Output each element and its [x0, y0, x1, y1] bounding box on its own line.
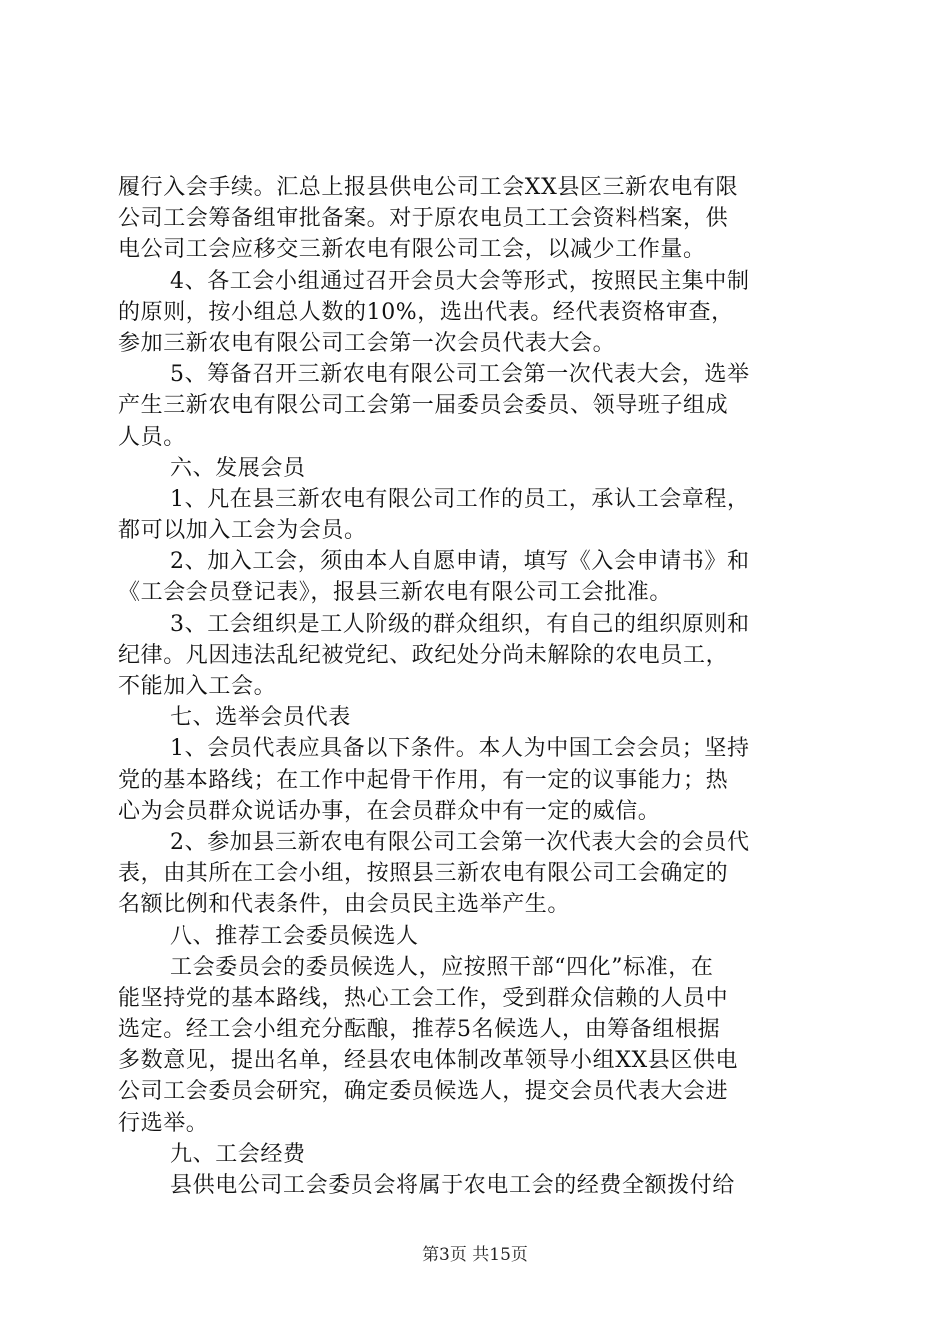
- page-footer: [0, 1244, 950, 1266]
- text-line: 公司工会筹备组审批备案。对于原农电员工工会资料档案，供: [118, 206, 729, 232]
- text-line: 六、发展会员: [170, 455, 306, 481]
- text-line: 电公司工会应移交三新农电有限公司工会，以减少工作量。: [118, 237, 706, 263]
- text-line: 名额比例和代表条件，由会员民主选举产生。: [118, 892, 571, 918]
- text-line: 不能加入工会。: [118, 674, 277, 699]
- text-line: 选定。经工会小组充分酝酿，推荐5名候选人，由筹备组根据: [118, 1017, 721, 1043]
- text-line: 1、会员代表应具备以下条件。本人为中国工会会员；坚持: [170, 736, 750, 762]
- text-line: 工会委员会的委员候选人，应按照干部“四化”标准，在: [170, 954, 714, 980]
- text-line: 履行入会手续。汇总上报县供电公司工会XX县区三新农电有限: [118, 175, 739, 200]
- document-body: [118, 172, 834, 1201]
- text-line: 2、加入工会，须由本人自愿申请，填写《入会申请书》和: [170, 549, 750, 575]
- text-line: 多数意见，提出名单，经县农电体制改革领导小组XX县区供电: [118, 1048, 739, 1074]
- text-line: 1、凡在县三新农电有限公司工作的员工，承认工会章程，: [170, 486, 750, 512]
- text-line: 参加三新农电有限公司工会第一次会员代表大会。: [118, 330, 616, 356]
- text-line: 都可以加入工会为会员。: [118, 518, 367, 544]
- text-line: 产生三新农电有限公司工会第一届委员会委员、领导班子组成: [118, 393, 729, 419]
- text-line: 能坚持党的基本路线，热心工会工作，受到群众信赖的人员中: [118, 985, 729, 1011]
- text-line: 七、选举会员代表: [170, 705, 351, 731]
- text-line: 九、工会经费: [170, 1141, 306, 1167]
- text-line: 公司工会委员会研究，确定委员候选人，提交会员代表大会进: [118, 1079, 729, 1105]
- text-line: 3、工会组织是工人阶级的群众组织，有自己的组织原则和: [170, 611, 750, 637]
- text-line: 心为会员群众说话办事，在会员群众中有一定的威信。: [118, 798, 661, 824]
- text-line: 表，由其所在工会小组，按照县三新农电有限公司工会确定的: [118, 861, 729, 887]
- text-line: 纪律。凡因违法乱纪被党纪、政纪处分尚未解除的农电员工，: [118, 642, 729, 668]
- text-line: 的原则，按小组总人数的10%，选出代表。经代表资格审查，: [118, 299, 734, 325]
- text-line: 行选举。: [118, 1110, 209, 1136]
- text-line: 人员。: [118, 424, 186, 450]
- text-line: 县供电公司工会委员会将属于农电工会的经费全额拨付给: [170, 1173, 736, 1198]
- text-line: 党的基本路线；在工作中起骨干作用，有一定的议事能力；热: [118, 767, 729, 793]
- text-line: 《工会会员登记表》，报县三新农电有限公司工会批准。: [118, 580, 673, 606]
- page-number-label: 第3页 共15页: [422, 1245, 528, 1265]
- text-line: 2、参加县三新农电有限公司工会第一次代表大会的会员代: [170, 829, 750, 855]
- text-line: 5、筹备召开三新农电有限公司工会第一次代表大会，选举: [170, 362, 750, 388]
- text-line: 八、推荐工会委员候选人: [170, 923, 419, 949]
- text-line: 4、各工会小组通过召开会员大会等形式，按照民主集中制: [170, 268, 750, 294]
